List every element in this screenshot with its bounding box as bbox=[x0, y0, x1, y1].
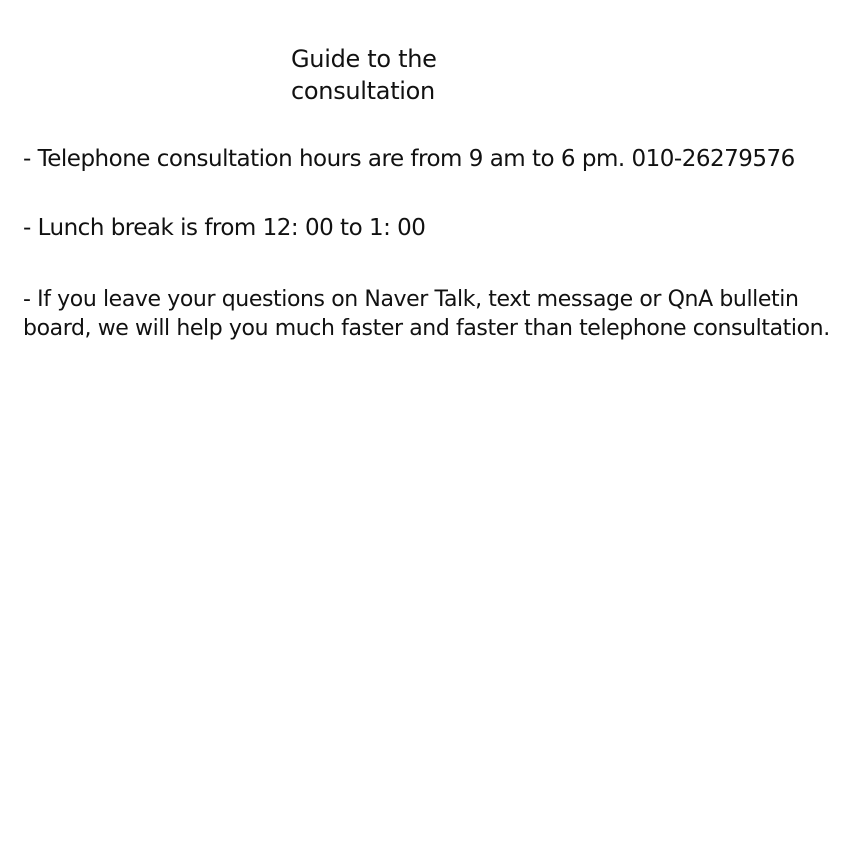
title-line-2: consultation bbox=[291, 77, 435, 105]
lunch-break-text: - Lunch break is from 12: 00 to 1: 00 bbox=[23, 215, 426, 241]
consultation-hours-text: - Telephone consultation hours are from 9 am to 6 pm. 010-26279576 bbox=[23, 146, 795, 172]
page-title bbox=[291, 43, 461, 107]
contact-channels-text: - If you leave your questions on Naver Talk, text message or QnA bulletin board, we will help you much faster and faster than telephone consultation. bbox=[23, 287, 830, 341]
title-line-1: Guide to the bbox=[291, 45, 437, 73]
